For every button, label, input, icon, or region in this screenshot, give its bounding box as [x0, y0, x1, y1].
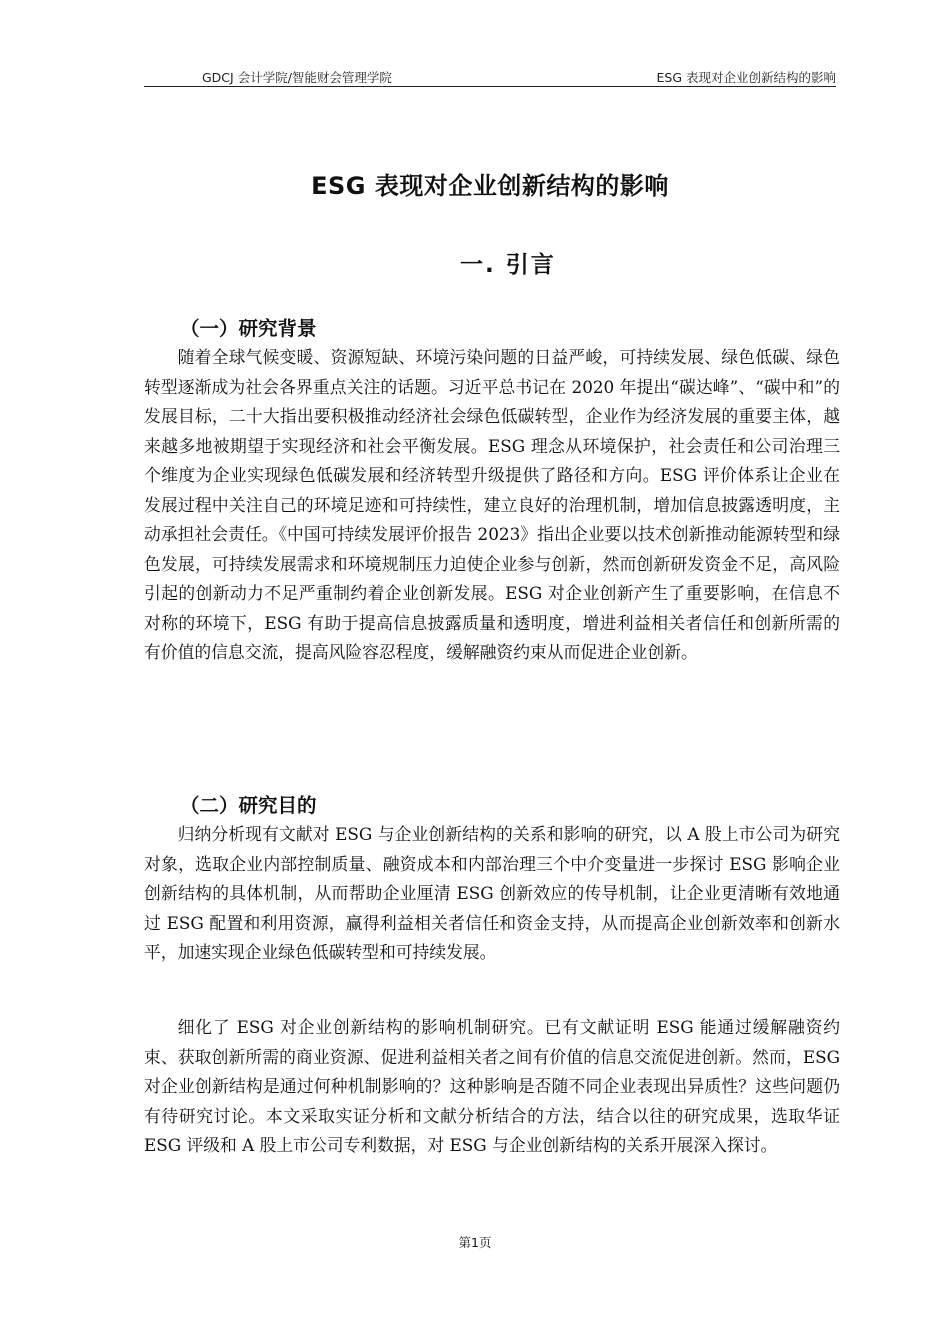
- section-heading-background: （一）研究背景: [180, 317, 317, 340]
- document-title: ESG 表现对企业创新结构的影响: [311, 172, 669, 200]
- paragraph-purpose: 归纳分析现有文献对 ESG 与企业创新结构的关系和影响的研究，以 A 股上市公司为研究对象，选取企业内部控制质量、融资成本和内部治理三个中介变量进一步探讨 ESG 影响企业创新结构的具体机制，从而帮助企业厘清 ESG 创新效应的传导机制，让企业更清晰有效地通过 ESG 配置和利用资源，赢得利益相关者信任和资金支持，从而提高企业创新效率和创新水平，加速实现企业绿色低碳转型和可持续发展。: [144, 824, 840, 962]
- page-header: [144, 62, 836, 87]
- paragraph-mechanism: 细化了 ESG 对企业创新结构的影响机制研究。已有文献证明 ESG 能通过缓解融资约束、获取创新所需的商业资源、促进利益相关者之间有价值的信息交流促进创新。然而，ESG 对企业创新结构是通过何种机制影响的？这种影响是否随不同企业表现出异质性？这些问题仍有待研究讨论。本文采取实证分析和文献分析结合的方法，结合以往的研究成果，选取华证 ESG 评级和 A 股上市公司专利数据，对 ESG 与企业创新结构的关系开展深入探讨。: [144, 1017, 840, 1155]
- paragraph-background: 随着全球气候变暖、资源短缺、环境污染问题的日益严峻，可持续发展、绿色低碳、绿色转型逐渐成为社会各界重点关注的话题。习近平总书记在 2020 年提出“碳达峰”、“碳中和”的发展目标，二十大指出要积极推动经济社会绿色低碳转型，企业作为经济发展的重要主体，越来越多地被期望于实现经济和社会平衡发展。ESG 理念从环境保护，社会责任和公司治理三个维度为企业实现绿色低碳发展和经济转型升级提供了路径和方向。ESG 评价体系让企业在发展过程中关注自己的环境足迹和可持续性，建立良好的治理机制，增加信息披露透明度，主动承担社会责任。《中国可持续发展评价报告 2023》指出企业要以技术创新推动能源转型和绿色发展，可持续发展需求和环境规制压力迫使企业参与创新，然而创新研发资金不足，高风险引起的创新动力不足严重制约着企业创新发展。ESG 对企业创新产生了重要影响，在信息不对称的环境下，ESG 有助于提高信息披露质量和透明度，增进利益相关者信任和创新所需的有价值的信息交流，提高风险容忍程度，缓解融资约束从而促进企业创新。: [144, 347, 840, 662]
- chapter-title: 一. 引言: [460, 252, 556, 278]
- header-right-text: ESG 表现对企业创新结构的影响: [656, 70, 836, 85]
- page-number: 第1页: [458, 1235, 492, 1250]
- header-left-text: GDCJ 会计学院/智能财会管理学院: [202, 70, 392, 85]
- section-heading-purpose: （二）研究目的: [180, 794, 317, 817]
